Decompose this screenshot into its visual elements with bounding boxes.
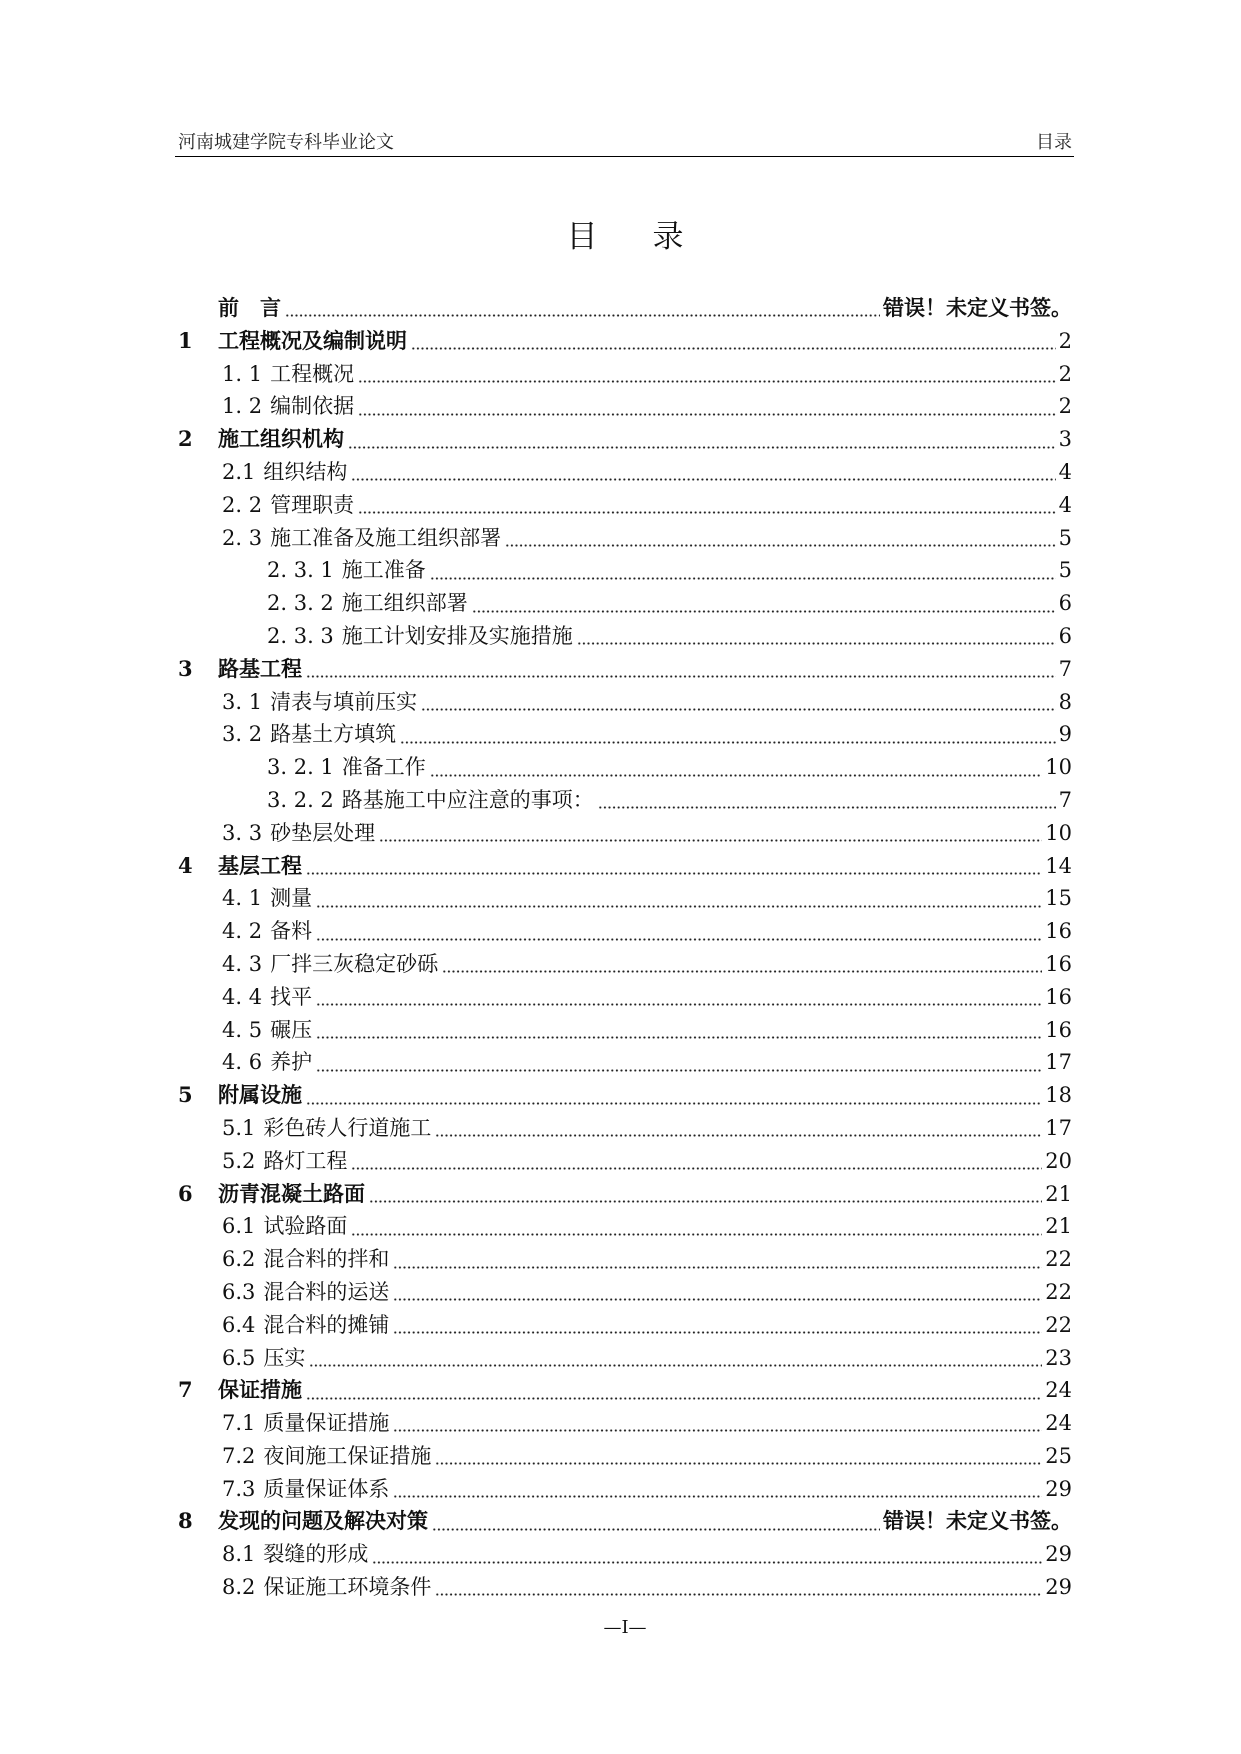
toc-entry-number: 6.3: [222, 1279, 256, 1304]
toc-entry-number: 8: [178, 1508, 193, 1534]
toc-entry-title: 混合料的运送: [263, 1279, 390, 1304]
toc-entry-page: 4: [1058, 492, 1072, 517]
toc-entry-page: 4: [1058, 459, 1072, 484]
toc-entry-title: 备料: [270, 919, 313, 944]
dot-leader: [505, 527, 1056, 549]
toc-entry-number: 4. 3: [222, 951, 263, 976]
toc-entry-number: 3. 2: [222, 722, 263, 747]
toc-entry: [178, 1538, 1072, 1571]
toc-entry-number: 4. 1: [222, 886, 263, 911]
toc-entry-title: 混合料的摊铺: [263, 1312, 390, 1337]
toc-entry-page: 16: [1045, 1017, 1072, 1042]
toc-entry-number: 2: [178, 426, 193, 452]
toc-entry: [178, 1440, 1072, 1473]
toc-entry-number: 7: [178, 1377, 193, 1403]
toc-entry-page: 10: [1045, 820, 1072, 845]
toc-entry: [178, 1276, 1072, 1309]
toc-entry: [178, 522, 1072, 555]
toc-entry-title: 夜间施工保证措施: [263, 1443, 432, 1468]
toc-entry-number: 4. 4: [222, 984, 263, 1009]
toc-entry-page: 18: [1045, 1083, 1072, 1108]
toc-entry-page: 24: [1045, 1411, 1072, 1436]
toc-entry-page: 5: [1058, 558, 1072, 583]
toc-entry: [178, 423, 1072, 456]
dot-leader: [400, 724, 1056, 746]
toc-entry-page: 错误！未定义书签。: [883, 296, 1072, 320]
toc-entry-page: 21: [1045, 1214, 1072, 1239]
dot-leader: [393, 1478, 1042, 1500]
toc-entry-title: 测量: [270, 886, 313, 911]
toc-entry: [178, 1014, 1072, 1047]
toc-entry-page: 14: [1045, 853, 1072, 878]
dot-leader: [306, 658, 1056, 680]
toc-entry-page: 2: [1058, 361, 1072, 386]
toc-entry: [178, 981, 1072, 1014]
toc-entry: [178, 784, 1072, 817]
toc-entry-title: 路灯工程: [263, 1148, 348, 1173]
toc-entry: [178, 653, 1072, 686]
toc-entry-number: 3. 3: [222, 820, 263, 845]
table-of-contents: [178, 292, 1072, 1604]
toc-entry-page: 2: [1058, 394, 1072, 419]
toc-entry-number: 1. 1: [222, 361, 263, 386]
toc-entry-number: 5.2: [222, 1148, 256, 1173]
toc-entry-title: 附属设施: [218, 1083, 302, 1108]
toc-entry-page: 29: [1045, 1575, 1072, 1600]
dot-leader: [432, 1511, 880, 1533]
toc-entry-number: 1. 2: [222, 394, 263, 419]
dot-leader: [348, 429, 1056, 451]
toc-entry-number: 6.1: [222, 1214, 256, 1239]
toc-entry-page: 9: [1058, 722, 1072, 747]
toc-entry-page: 5: [1058, 525, 1072, 550]
toc-entry-page: 25: [1045, 1443, 1072, 1468]
toc-entry-title: 前 言: [218, 296, 281, 320]
toc-entry-number: 8.2: [222, 1575, 256, 1600]
dot-leader: [372, 1544, 1042, 1566]
toc-entry-number: 7.3: [222, 1476, 256, 1501]
toc-entry: [178, 1342, 1072, 1375]
dot-leader: [421, 691, 1056, 713]
toc-entry-number: 3. 1: [222, 689, 263, 714]
dot-leader: [472, 593, 1056, 615]
toc-entry-title: 压实: [263, 1345, 306, 1370]
toc-entry-title: 组织结构: [263, 459, 348, 484]
toc-entry-title: 彩色砖人行道施工: [263, 1115, 432, 1140]
toc-entry-number: 4: [178, 852, 193, 878]
toc-entry: [178, 850, 1072, 883]
dot-leader: [285, 297, 880, 319]
toc-entry-number: 5: [178, 1082, 193, 1108]
toc-entry-title: 厂拌三灰稳定砂砾: [270, 951, 439, 976]
toc-entry: [178, 1079, 1072, 1112]
toc-entry: [178, 489, 1072, 522]
toc-entry-title: 基层工程: [218, 853, 302, 878]
toc-entry-page: 7: [1058, 787, 1072, 812]
toc-entry-title: 碾压: [270, 1017, 313, 1042]
toc-entry-page: 16: [1045, 984, 1072, 1009]
toc-entry-title: 养护: [270, 1050, 313, 1075]
toc-entry: [178, 620, 1072, 653]
toc-entry: [178, 1309, 1072, 1342]
dot-leader: [358, 494, 1056, 516]
dot-leader: [316, 1019, 1042, 1041]
dot-leader: [351, 461, 1055, 483]
toc-entry-number: 6.4: [222, 1312, 256, 1337]
toc-entry-number: 2. 3. 3: [267, 623, 334, 648]
toc-entry-page: 10: [1045, 755, 1072, 780]
toc-entry-title: 清表与填前压实: [270, 689, 418, 714]
toc-entry-title: 找平: [270, 984, 313, 1009]
toc-entry-number: 4. 5: [222, 1017, 263, 1042]
toc-entry-number: 2.1: [222, 459, 256, 484]
dot-leader: [316, 921, 1042, 943]
toc-entry-title: 混合料的拌和: [263, 1247, 390, 1272]
toc-entry: [178, 390, 1072, 423]
toc-entry: [178, 358, 1072, 391]
toc-entry-page: 6: [1058, 623, 1072, 648]
running-header-section: 目录: [1036, 132, 1072, 153]
toc-entry-page: 24: [1045, 1378, 1072, 1403]
dot-leader: [411, 330, 1056, 352]
dot-leader: [306, 1085, 1042, 1107]
dot-leader: [430, 757, 1042, 779]
toc-entry-page: 错误！未定义书签。: [883, 1509, 1072, 1534]
toc-entry-page: 23: [1045, 1345, 1072, 1370]
toc-entry-number: 3: [178, 655, 193, 681]
header-rule: [175, 156, 1074, 157]
dot-leader: [369, 1183, 1042, 1205]
dot-leader: [351, 1216, 1042, 1238]
toc-entry: [178, 1407, 1072, 1440]
toc-entry-number: 7.2: [222, 1443, 256, 1468]
toc-entry-page: 3: [1058, 427, 1072, 452]
toc-entry-number: 3. 2. 1: [267, 755, 334, 780]
dot-leader: [393, 1412, 1042, 1434]
toc-entry: [178, 948, 1072, 981]
toc-entry-number: 4. 6: [222, 1050, 263, 1075]
toc-entry: [178, 1505, 1072, 1538]
toc-entry: [178, 1571, 1072, 1604]
toc-entry-page: 6: [1058, 591, 1072, 616]
toc-entry-page: 22: [1045, 1279, 1072, 1304]
dot-leader: [358, 396, 1056, 418]
dot-leader: [316, 1052, 1042, 1074]
toc-entry: [178, 915, 1072, 948]
dot-leader: [351, 1150, 1042, 1172]
toc-entry: [178, 456, 1072, 489]
toc-entry: [178, 1046, 1072, 1079]
toc-entry-title: 裂缝的形成: [263, 1542, 369, 1567]
toc-entry-title: 路基土方填筑: [270, 722, 397, 747]
toc-entry-title: 保证施工环境条件: [263, 1575, 432, 1600]
toc-entry-number: 1: [178, 327, 193, 353]
toc-entry: [178, 686, 1072, 719]
toc-entry-title: 施工计划安排及实施措施: [341, 623, 573, 648]
toc-entry-title: 质量保证体系: [263, 1476, 390, 1501]
toc-entry: [178, 718, 1072, 751]
toc-entry-page: 17: [1045, 1050, 1072, 1075]
toc-entry-number: 7.1: [222, 1411, 256, 1436]
dot-leader: [379, 822, 1042, 844]
page-number: —I—: [603, 1617, 647, 1638]
toc-entry-page: 16: [1045, 951, 1072, 976]
toc-entry: [178, 817, 1072, 850]
toc-entry: [178, 882, 1072, 915]
toc-entry-number: 6.5: [222, 1345, 256, 1370]
toc-entry: [178, 587, 1072, 620]
dot-leader: [442, 953, 1042, 975]
toc-entry-number: 2. 3: [222, 525, 263, 550]
toc-entry-title: 工程概况: [270, 361, 355, 386]
dot-leader: [393, 1281, 1042, 1303]
toc-entry-number: 6: [178, 1180, 193, 1206]
toc-entry-title: 施工准备: [341, 558, 426, 583]
toc-entry-title: 质量保证措施: [263, 1411, 390, 1436]
toc-entry-page: 29: [1045, 1542, 1072, 1567]
toc-entry-title: 发现的问题及解决对策: [218, 1509, 428, 1534]
toc-entry: [178, 292, 1072, 325]
dot-leader: [306, 1380, 1042, 1402]
toc-entry-title: 工程概况及编制说明: [218, 328, 407, 353]
toc-entry-number: 3. 2. 2: [267, 787, 334, 812]
toc-entry-page: 21: [1045, 1181, 1072, 1206]
toc-entry-number: 2. 3. 2: [267, 591, 334, 616]
dot-leader: [577, 625, 1056, 647]
dot-leader: [393, 1249, 1042, 1271]
toc-entry-page: 22: [1045, 1312, 1072, 1337]
toc-entry: [178, 554, 1072, 587]
toc-entry: [178, 1210, 1072, 1243]
toc-entry-page: 29: [1045, 1476, 1072, 1501]
toc-entry-page: 16: [1045, 919, 1072, 944]
toc-entry-number: 2. 2: [222, 492, 263, 517]
toc-entry: [178, 325, 1072, 358]
toc-entry: [178, 1243, 1072, 1276]
toc-entry-page: 22: [1045, 1247, 1072, 1272]
dot-leader: [393, 1314, 1042, 1336]
toc-entry-title: 施工组织部署: [341, 591, 468, 616]
toc-entry-title: 路基工程: [218, 656, 302, 681]
toc-entry-title: 准备工作: [341, 755, 426, 780]
toc-entry-page: 7: [1058, 656, 1072, 681]
toc-entry-title: 编制依据: [270, 394, 355, 419]
toc-entry-title: 施工组织机构: [218, 427, 344, 452]
toc-entry-number: 2. 3. 1: [267, 558, 334, 583]
toc-entry-page: 15: [1045, 886, 1072, 911]
toc-entry: [178, 1112, 1072, 1145]
toc-entry-title: 试验路面: [263, 1214, 348, 1239]
page-title: 目 录: [566, 219, 696, 255]
toc-entry-page: 8: [1058, 689, 1072, 714]
dot-leader: [316, 986, 1042, 1008]
toc-entry: [178, 1473, 1072, 1506]
toc-entry-title: 砂垫层处理: [270, 820, 376, 845]
toc-entry-title: 路基施工中应注意的事项：: [341, 787, 594, 812]
toc-entry: [178, 1145, 1072, 1178]
toc-entry: [178, 1374, 1072, 1407]
toc-entry-number: 4. 2: [222, 919, 263, 944]
toc-entry-title: 管理职责: [270, 492, 355, 517]
toc-entry-page: 20: [1045, 1148, 1072, 1173]
toc-entry: [178, 1178, 1072, 1211]
toc-entry-title: 沥青混凝土路面: [218, 1181, 365, 1206]
dot-leader: [316, 888, 1042, 910]
running-header-title: 河南城建学院专科毕业论文: [178, 132, 394, 153]
toc-entry-page: 17: [1045, 1115, 1072, 1140]
dot-leader: [435, 1445, 1042, 1467]
dot-leader: [598, 789, 1056, 811]
dot-leader: [309, 1347, 1042, 1369]
dot-leader: [306, 855, 1042, 877]
toc-entry-title: 施工准备及施工组织部署: [270, 525, 502, 550]
dot-leader: [358, 363, 1056, 385]
dot-leader: [430, 560, 1056, 582]
toc-entry-title: 保证措施: [218, 1378, 302, 1403]
toc-entry-page: 2: [1058, 328, 1072, 353]
toc-entry: [178, 751, 1072, 784]
toc-entry-number: 5.1: [222, 1115, 256, 1140]
toc-entry-number: 6.2: [222, 1247, 256, 1272]
dot-leader: [435, 1117, 1042, 1139]
toc-entry-number: 8.1: [222, 1542, 256, 1567]
dot-leader: [435, 1576, 1042, 1598]
